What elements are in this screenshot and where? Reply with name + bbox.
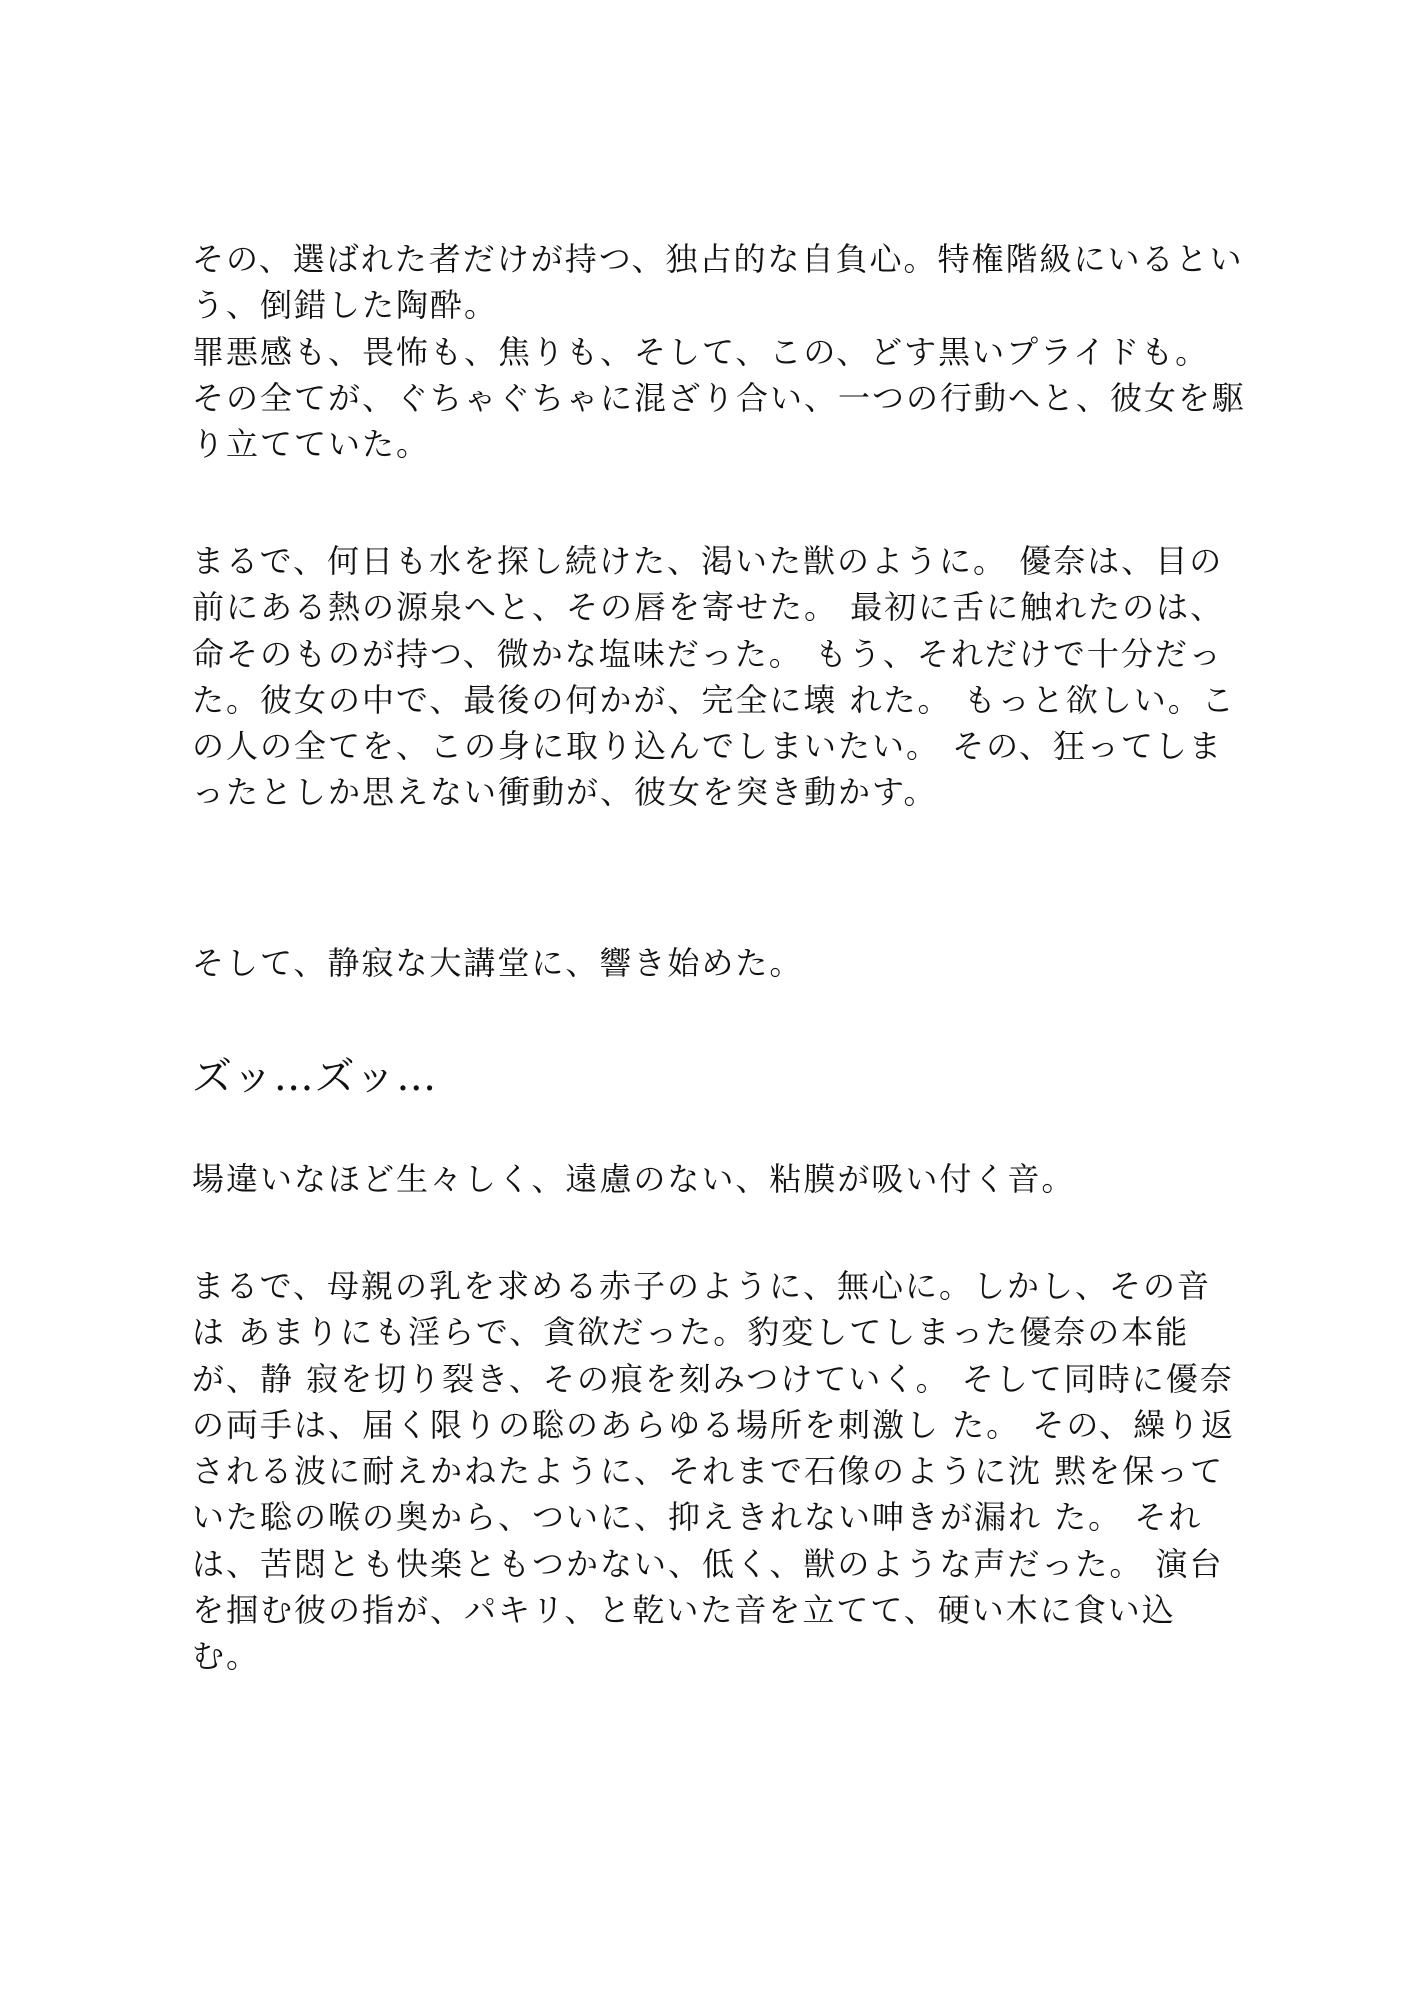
text-line: まるで、母親の乳を求める赤子のように、無心に。しかし、その音	[192, 1267, 1212, 1305]
text-line: を掴む彼の指が、パキリ、と乾いた音を立てて、硬い木に食い込	[192, 1591, 1176, 1630]
text-line: は あまりにも淫らで、貪欲だった。豹変してしまった優奈の本能	[192, 1313, 1190, 1352]
paragraph-thirsty-beast	[192, 538, 1236, 816]
text-line: その、選ばれた者だけが持つ、独占的な自負心。特権階級にいるとい	[192, 240, 1244, 278]
text-line: の人の全てを、この身に取り込んでしまいたい。 その、狂ってしま	[192, 727, 1223, 766]
text-line: う、倒錯した陶酔。	[192, 286, 499, 325]
paragraph-sound-description	[192, 1156, 1232, 1202]
text-line: 場違いなほど生々しく、遠慮のない、粘膜が吸い付く音。	[192, 1160, 1076, 1198]
text-line: ったとしか思えない衝動が、彼女を突き動かす。	[192, 773, 938, 812]
text-line: 罪悪感も、畏怖も、焦りも、そして、この、どす黒いプライドも。	[192, 332, 1210, 371]
text-line: む。	[192, 1637, 261, 1676]
text-line: まるで、何日も水を探し続けた、渇いた獣のように。 優奈は、目の	[192, 542, 1224, 580]
sound-effect-text	[192, 1052, 437, 1102]
text-line: される波に耐えかねたように、それまで石像のように沈 黙を保って	[192, 1452, 1225, 1491]
text-line: ズッ…ズッ…	[192, 1054, 438, 1100]
paragraph-prideful-intoxication	[192, 236, 1247, 467]
text-line: は、苦悶とも快楽ともつかない、低く、獣のような声だった。 演台	[192, 1544, 1224, 1583]
text-line: 命そのものが持つ、微かな塩味だった。 もう、それだけで十分だっ	[192, 634, 1223, 673]
text-line: その全てが、ぐちゃぐちゃに混ざり合い、一つの行動へと、彼女を駆	[192, 378, 1247, 417]
text-line: が、静 寂を切り裂き、その痕を刻みつけていく。 そして同時に優奈	[192, 1359, 1234, 1398]
paragraph-silent-hall	[192, 940, 1232, 986]
text-line: そして、静寂な大講堂に、響き始めた。	[192, 944, 804, 982]
text-line: いた聡の喉の奥から、ついに、抑えきれない呻きが漏れ た。 それ	[192, 1498, 1203, 1537]
paragraph-final	[192, 1263, 1236, 1680]
text-line: た。彼女の中で、最後の何かが、完全に壊 れた。 もっと欲しい。こ	[192, 680, 1236, 719]
text-line: の両手は、届く限りの聡のあらゆる場所を刺激し た。 その、繰り返	[192, 1405, 1236, 1444]
text-line: り立てていた。	[192, 425, 431, 464]
text-line: 前にある熱の源泉へと、その唇を寄せた。 最初に舌に触れたのは、	[192, 588, 1225, 627]
